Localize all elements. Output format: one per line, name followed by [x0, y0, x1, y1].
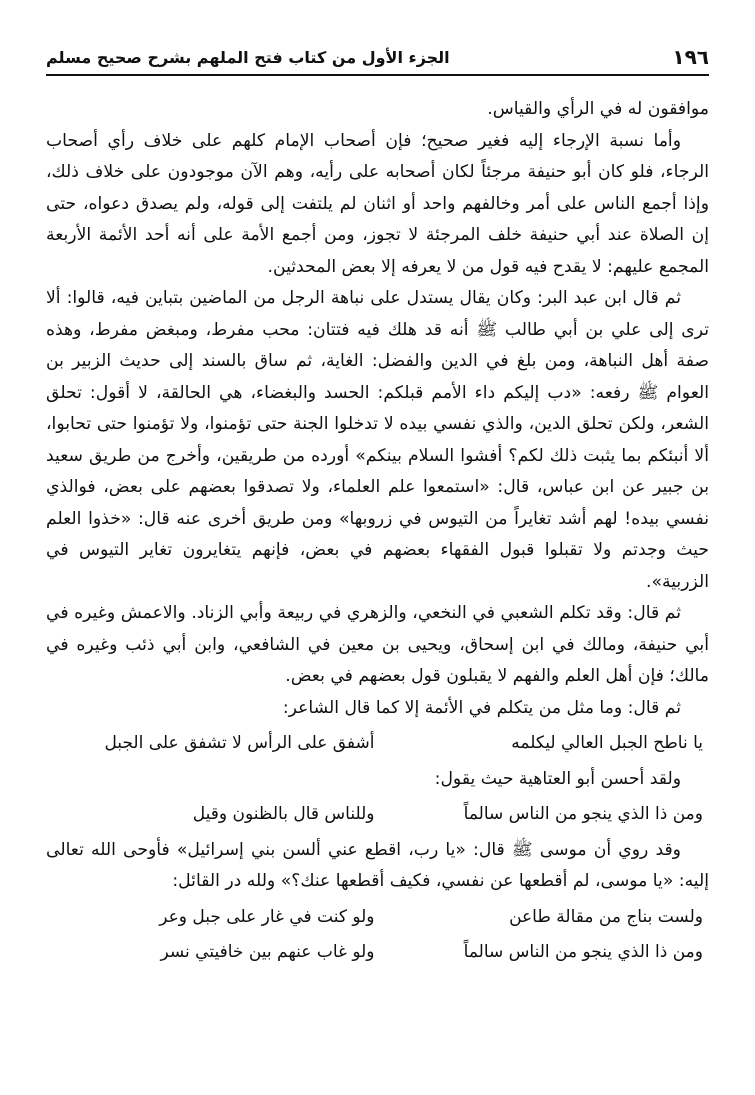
- verse-second-hemistich: ولو كنت في غار على جبل وعر: [159, 906, 375, 927]
- verse-line: [46, 902, 709, 934]
- verse-first-hemistich: ومن ذا الذي ينجو من الناس سالماً: [463, 942, 703, 962]
- verse-second-hemistich: ولو غاب عنهم بين خافيتي نسر: [160, 942, 375, 962]
- verse-line: [46, 799, 709, 831]
- verse-first-hemistich: يا ناطح الجبل العالي ليكلمه: [511, 733, 703, 753]
- paragraph-scholars-critique: ثم قال: وقد تكلم الشعبي في النخعي، والزهري في ربيعة وأبي الزناد. والاعمش وغيره في أبي حنيفة، ومالك في ابن إسحاق، ويحيى بن معين في الشافعي، وابن أبي ذئب وغيره في مالك؛ فإن أهل العلم والفهم لا يقبلون قول بعضهم في بعض.: [46, 603, 709, 686]
- verse-second-hemistich: وللناس قال بالظنون وقيل: [192, 804, 375, 824]
- verse-first-hemistich: ولست بناج من مقالة طاعن: [509, 906, 703, 927]
- paragraph-musa: وقد روي أن موسى ﷺ قال: «يا رب، اقطع عني ألسن بني إسرائيل» فأوحى الله تعالى إليه: «يا موسى، لم أقطعها عن نفسي، فكيف أقطعها عنك؟» ولله در القائل:: [46, 839, 709, 891]
- verse-first-hemistich: ومن ذا الذي ينجو من الناس سالماً: [463, 804, 703, 824]
- page-body: [46, 94, 709, 969]
- verse-second-hemistich: أشفق على الرأس لا تشفق على الجبل: [104, 733, 375, 753]
- verse-line: [46, 728, 709, 760]
- book-title: الجزء الأول من كتاب فتح الملهم بشرح صحيح مسلم: [46, 47, 450, 67]
- paragraph-ibn-abd-al-barr: ثم قال ابن عبد البر: وكان يقال يستدل على نباهة الرجل من الماضين بتباين فيه، قالوا: ألا ترى إلى علي بن أبي طالب ﷺ أنه قد هلك فيه فتتان: محب مفرط، ومبغض مفرط، وهذه صفة أهل النباهة، ومن بلغ في الدين والفضل: الغاية، ثم ساق بالسند إلى حديث الزبير بن العوام ﷺ رفعه: «دب إليكم داء الأمم قبلكم: الحسد والبغضاء، هي الحالقة، لا أقول: تحلق الشعر، ولكن تحلق الدين، والذي نفسي بيده لا تدخلوا الجنة حتى تؤمنوا، ولا تؤمنوا حتى تحابوا، ألا أنبئكم بما يثبت ذلك لكم؟ أفشوا السلام بينكم» أورده من طريقين، وأخرج من طريق سعيد بن جبير عن ابن عباس، قال: «استمعوا علم العلماء، ولا تصدقوا بعضهم على بعض، فوالذي نفسي بيده! لهم أشد تغايراً من التيوس في زروبها» ومن طريق أخرى عنه قال: «خذوا العلم حيث وجدتم ولا تقبلوا قبول الفقهاء بعضهم في بعض، فإنهم يتغايرون تغاير التيوس في الزربية».: [46, 288, 709, 592]
- paragraph-abu-atahiya: ولقد أحسن أبو العتاهية حيث يقول:: [434, 768, 681, 789]
- page-number: ١٩٦: [672, 45, 709, 69]
- paragraph-irja: وأما نسبة الإرجاء إليه فغير صحيح؛ فإن أصحاب الإمام كلهم على خلاف رأي أصحاب الرجاء، فلو كان أبو حنيفة مرجئاً لكان أصحابه على رأيه، وهم الآن موجودون على خلاف ذلك، وإذا أجمع الناس على أمر وخالفهم واحد أو اثنان لم يلتفت إلى قوله، ولم يصدق دعواه، حتى إن الصلاة عند أبي حنيفة خلف المرجئة لا تجوز، ومن أجمع الأمة على أنه أحد الأئمة الأربعة المجمع عليهم: لا يقدح فيه قول من لا يعرفه إلا بعض المحدثين.: [46, 130, 709, 277]
- running-header: [46, 40, 709, 76]
- verse-line: [46, 937, 709, 969]
- paragraph-poet-intro: ثم قال: وما مثل من يتكلم في الأئمة إلا كما قال الشاعر:: [282, 697, 681, 718]
- paragraph-qiyas: موافقون له في الرأي والقياس.: [487, 99, 709, 119]
